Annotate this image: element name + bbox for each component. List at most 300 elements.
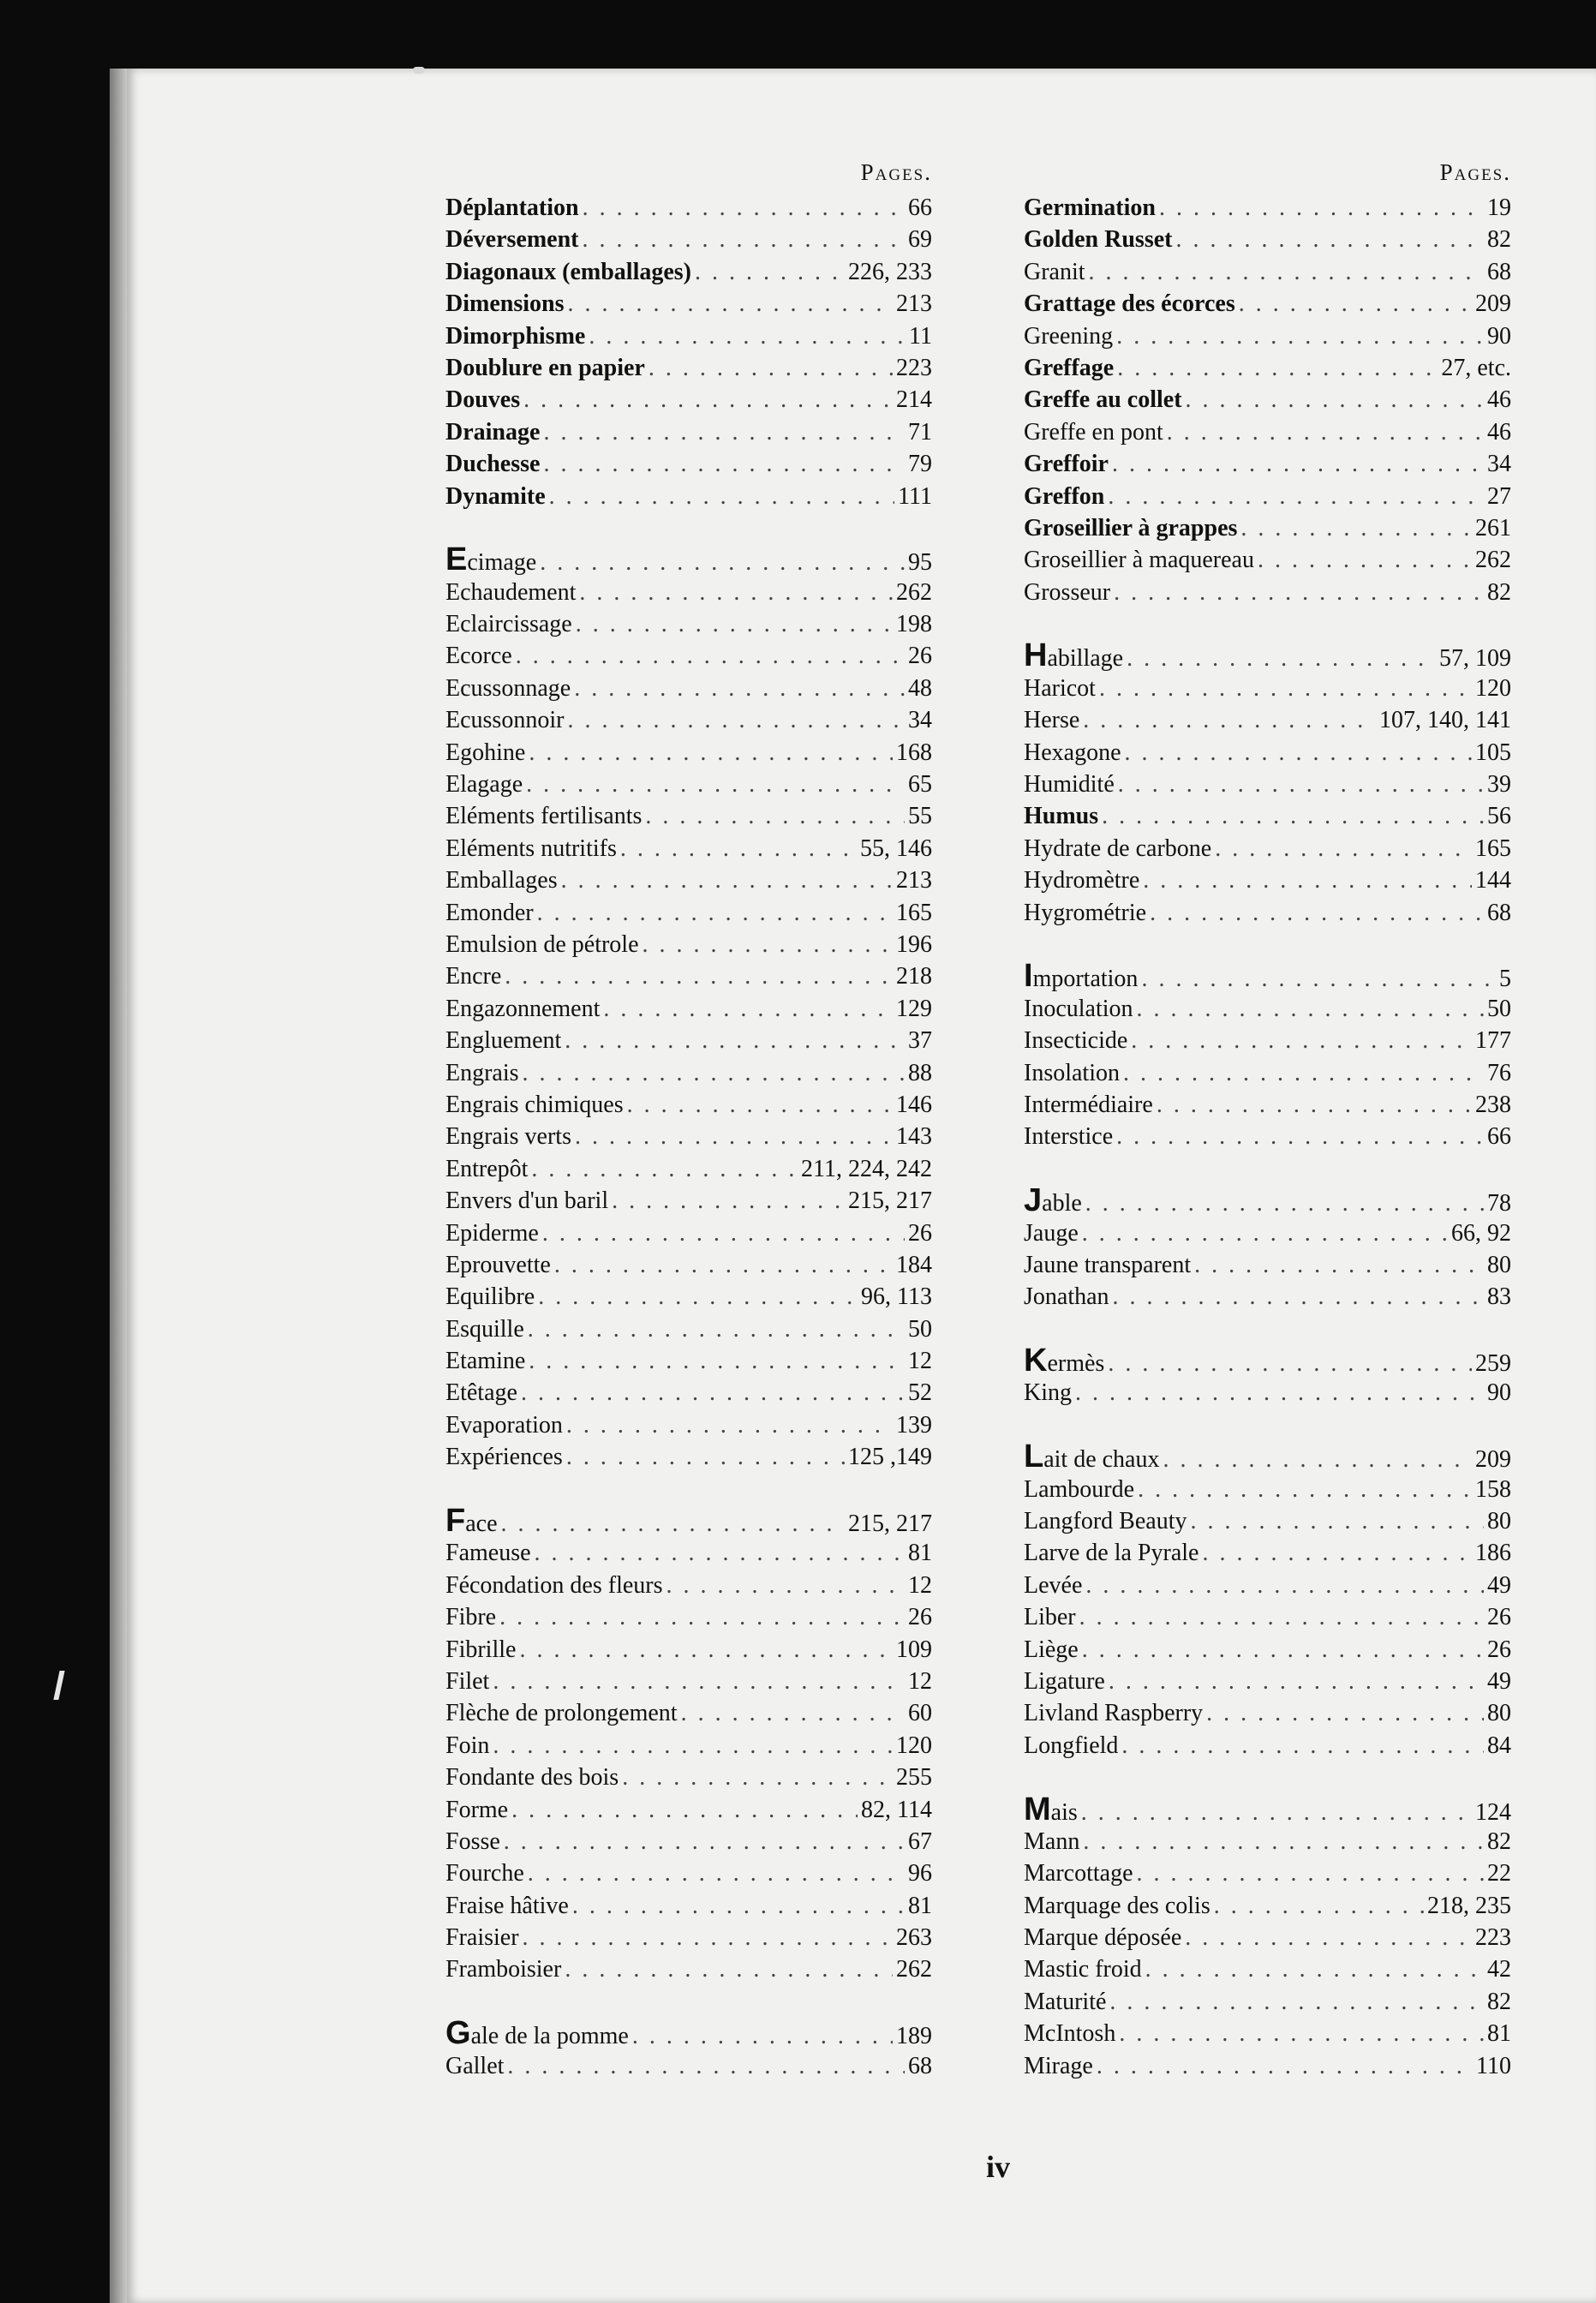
index-term: [1024, 224, 1172, 255]
index-page-refs: 165: [896, 899, 932, 926]
index-entry: [1024, 1601, 1511, 1633]
index-term: [445, 1089, 624, 1121]
index-page-refs: 95: [908, 549, 932, 577]
index-term-text: Encre: [445, 963, 502, 990]
index-term: [445, 1666, 489, 1697]
index-term: [445, 1441, 563, 1473]
index-term: [1024, 1057, 1120, 1089]
dot-leader: [582, 224, 905, 255]
index-page-refs: 71: [908, 418, 932, 446]
index-page-refs: 19: [1487, 194, 1511, 221]
index-entry: [1024, 1441, 1511, 1473]
dot-leader: [1121, 1730, 1484, 1762]
index-term: [445, 1121, 571, 1152]
index-term: [445, 1794, 508, 1826]
index-entry: [445, 1537, 932, 1569]
index-term-text: McIntosh: [1024, 2020, 1116, 2048]
index-entry: [1024, 224, 1511, 255]
index-term-text: Mann: [1024, 1827, 1080, 1855]
index-term-text: Diagonaux (emballages): [445, 258, 691, 285]
index-page-refs: 96: [908, 1860, 932, 1887]
dot-leader: [1143, 864, 1472, 896]
index-term-text: Intermédiaire: [1024, 1091, 1153, 1118]
index-term-text: Greffe en pont: [1024, 418, 1163, 446]
dot-leader: [643, 929, 893, 960]
dot-leader: [554, 1249, 893, 1281]
index-term: [1024, 352, 1114, 384]
dot-leader: [627, 1089, 893, 1121]
index-term: [1024, 1666, 1105, 1697]
section-gap: [1024, 929, 1511, 960]
index-term: [1024, 288, 1235, 320]
index-entry: [1024, 800, 1511, 832]
index-term-text: Herse: [1024, 707, 1080, 734]
dot-leader: [528, 1313, 905, 1345]
index-term: [445, 1697, 678, 1729]
index-page-refs: 168: [896, 739, 932, 766]
index-term: [445, 1281, 535, 1313]
index-term: [1024, 1634, 1079, 1666]
index-term: [445, 737, 525, 769]
index-section: [1024, 192, 1511, 608]
index-term-text: Grosseur: [1024, 578, 1111, 606]
index-entry: [1024, 1922, 1511, 1953]
dot-leader: [567, 704, 905, 736]
index-term-text: Entrepôt: [445, 1155, 529, 1182]
index-term-text: Elagage: [445, 771, 523, 799]
index-term-text: Etêtage: [445, 1379, 517, 1407]
section-initial-letter: F: [445, 1503, 466, 1540]
index-entry: [445, 448, 932, 480]
index-entry: [1024, 673, 1511, 704]
dot-leader: [1085, 1187, 1484, 1219]
index-term-text: ermès: [1047, 1350, 1105, 1378]
index-term: [445, 1217, 539, 1249]
dot-leader: [1089, 256, 1484, 288]
index-section: [445, 1505, 932, 1986]
index-page-refs: 255: [896, 1764, 932, 1792]
section-initial-letter: E: [445, 541, 468, 578]
index-entry: [445, 608, 932, 640]
index-page-refs: 143: [896, 1123, 932, 1151]
dot-leader: [666, 1570, 906, 1601]
index-term-text: Fraise hâtive: [445, 1892, 569, 1919]
index-page-refs: 263: [896, 1924, 932, 1952]
index-page-refs: 215, 217: [848, 1510, 932, 1538]
index-entry: [445, 541, 932, 578]
index-page-refs: 34: [908, 707, 932, 734]
index-page-refs: 5: [1499, 966, 1511, 993]
index-term-text: Déplantation: [445, 194, 579, 221]
index-page-refs: 67: [908, 1827, 932, 1855]
index-term: [445, 1570, 663, 1601]
index-term: [445, 1857, 524, 1889]
index-entry: [1024, 1537, 1511, 1569]
index-entry: [445, 960, 932, 992]
index-term: [1024, 1089, 1153, 1121]
index-entry: [445, 704, 932, 736]
index-page-refs: 26: [1487, 1636, 1511, 1663]
index-page-refs: 209: [1475, 290, 1511, 318]
index-entry: [1024, 577, 1511, 608]
dot-leader: [561, 864, 893, 896]
dot-leader: [1215, 833, 1472, 864]
index-entry: [445, 737, 932, 769]
index-page-refs: 11: [909, 322, 932, 350]
index-page-refs: 262: [1475, 547, 1511, 574]
dot-leader: [523, 384, 893, 416]
index-entry: [445, 256, 932, 288]
index-entry: [1024, 512, 1511, 544]
index-page-refs: 107, 140, 141: [1379, 707, 1511, 734]
index-page-refs: 218: [896, 963, 932, 990]
index-entry: [445, 1345, 932, 1377]
index-term-text: Greffoir: [1024, 451, 1109, 478]
index-column-right: [1024, 153, 1511, 2082]
index-page-refs: 12: [908, 1348, 932, 1375]
index-term-text: Liège: [1024, 1636, 1079, 1663]
index-term: [1024, 1182, 1082, 1219]
index-page-refs: 144: [1475, 867, 1511, 894]
index-section: [1024, 637, 1511, 929]
dot-leader: [1150, 897, 1484, 929]
index-page-refs: 226, 233: [848, 258, 932, 285]
index-page-refs: 88: [908, 1059, 932, 1086]
dot-leader: [603, 993, 893, 1025]
index-page-refs: 68: [1487, 899, 1511, 926]
index-term: [445, 577, 576, 608]
index-term-text: Lambourde: [1024, 1475, 1135, 1503]
index-term-text: Maturité: [1024, 1988, 1107, 2015]
index-page-refs: 34: [1487, 451, 1511, 478]
dot-leader: [1175, 224, 1484, 255]
index-entry: [1024, 1281, 1511, 1313]
index-entry: [1024, 1890, 1511, 1922]
section-initial-letter: H: [1024, 637, 1048, 674]
index-term: [445, 1601, 496, 1633]
index-term-text: Groseillier à grappes: [1024, 514, 1238, 541]
index-page-refs: 111: [898, 482, 932, 510]
index-page-refs: 60: [908, 1700, 932, 1727]
dot-leader: [1109, 1666, 1484, 1697]
index-entry: [445, 416, 932, 448]
dot-leader: [1099, 673, 1472, 704]
index-term: [445, 416, 540, 448]
dot-leader: [1117, 352, 1438, 384]
index-page-refs: 146: [896, 1091, 932, 1118]
index-entry: [445, 384, 932, 416]
dot-leader: [1131, 1025, 1472, 1056]
dot-leader: [1127, 643, 1436, 674]
dot-leader: [1083, 1826, 1484, 1857]
index-page-refs: 198: [896, 611, 932, 638]
dot-leader: [499, 1601, 905, 1633]
index-term: [1024, 1281, 1109, 1313]
index-page-refs: 78: [1487, 1190, 1511, 1217]
section-initial-letter: L: [1024, 1439, 1044, 1475]
index-section: [1024, 1345, 1511, 1409]
dot-leader: [565, 1025, 905, 1056]
index-entry: [1024, 192, 1511, 224]
section-gap: [1024, 1153, 1511, 1185]
index-term: [445, 1153, 528, 1185]
index-page-refs: 80: [1487, 1251, 1511, 1278]
dot-leader: [632, 2020, 893, 2052]
dot-leader: [516, 640, 905, 672]
index-page-refs: 52: [908, 1379, 932, 1407]
index-entry: [445, 1826, 932, 1857]
dot-leader: [695, 256, 845, 288]
index-entry: [1024, 704, 1511, 736]
index-entry: [445, 192, 932, 224]
index-term-text: Equilibre: [445, 1283, 535, 1311]
index-term: [1024, 833, 1211, 864]
index-term-text: Grattage des écorces: [1024, 290, 1235, 318]
dot-leader: [1194, 1249, 1484, 1281]
page-number: iv: [985, 2150, 1010, 2184]
index-term: [445, 2050, 504, 2082]
index-term: [1024, 673, 1096, 704]
index-entry: [445, 577, 932, 608]
index-term: [445, 481, 546, 512]
dot-leader: [1258, 544, 1472, 576]
dot-leader: [1116, 1121, 1484, 1152]
index-page-refs: 196: [896, 930, 932, 958]
index-entry: [445, 897, 932, 929]
dot-leader: [645, 800, 905, 832]
index-term-text: Ligature: [1024, 1667, 1105, 1695]
index-term-text: Filet: [445, 1667, 490, 1695]
index-term-text: Jauge: [1024, 1219, 1079, 1247]
index-term: [445, 1762, 619, 1793]
index-term-text: Jonathan: [1024, 1283, 1109, 1311]
index-term: [1024, 384, 1182, 416]
index-term-text: Framboisier: [445, 1956, 562, 1983]
index-term-text: Longfield: [1024, 1732, 1119, 1759]
index-term-text: mportation: [1032, 966, 1139, 993]
index-term: [445, 1505, 498, 1540]
index-term: [1024, 320, 1113, 352]
section-gap: [1024, 608, 1511, 640]
index-entry: [445, 1890, 932, 1922]
index-sections: [445, 192, 932, 2082]
dot-leader: [1163, 1444, 1473, 1475]
index-term: [1024, 481, 1104, 512]
index-page-refs: 84: [1487, 1732, 1511, 1759]
index-page-refs: 215, 217: [848, 1187, 932, 1215]
section-gap: [445, 512, 932, 544]
index-term-text: Greffe au collet: [1024, 386, 1182, 414]
index-entry: [1024, 769, 1511, 800]
index-page-refs: 26: [1487, 1604, 1511, 1631]
index-term-text: ait de chaux: [1043, 1446, 1160, 1474]
dot-leader: [535, 1537, 905, 1569]
index-term: [1024, 960, 1138, 995]
index-column-left: [445, 153, 932, 2082]
index-term-text: ace: [465, 1510, 498, 1538]
index-term-text: Esquille: [445, 1315, 524, 1343]
index-term: [1024, 2018, 1115, 2049]
index-term: [1024, 1953, 1142, 1985]
index-term-text: Flèche de prolongement: [445, 1700, 678, 1727]
index-term-text: Douves: [445, 386, 521, 414]
index-page-refs: 82: [1487, 226, 1511, 254]
index-term-text: Insolation: [1024, 1059, 1120, 1086]
index-term-text: Mastic froid: [1024, 1956, 1142, 1983]
index-page-refs: 186: [1475, 1540, 1511, 1567]
index-page-refs: 68: [1487, 258, 1511, 285]
index-term: [445, 1409, 563, 1441]
dot-leader: [526, 769, 905, 800]
index-term-text: ale de la pomme: [470, 2023, 629, 2050]
index-page-refs: 81: [908, 1540, 932, 1567]
index-page-refs: 26: [908, 1604, 932, 1631]
index-term-text: abillage: [1047, 645, 1124, 673]
section-gap: [445, 1474, 932, 1505]
dot-leader: [1125, 737, 1472, 769]
index-term: [1024, 1922, 1181, 1953]
section-initial-letter: J: [1024, 1182, 1043, 1219]
index-term: [1024, 637, 1124, 674]
index-term: [1024, 1570, 1082, 1601]
index-entry: [445, 1634, 932, 1666]
dot-leader: [1239, 288, 1472, 320]
index-entry: [445, 1153, 932, 1185]
index-term: [445, 1634, 516, 1666]
index-page-refs: 12: [908, 1571, 932, 1599]
index-page-refs: 79: [908, 451, 932, 478]
dot-leader: [507, 2050, 905, 2082]
index-term: [445, 640, 512, 672]
index-entry: [1024, 1025, 1511, 1056]
index-sections: [1024, 192, 1511, 2082]
index-page-refs: 80: [1487, 1508, 1511, 1535]
column-header-pages: Pages.: [860, 159, 932, 185]
index-entry: [445, 640, 932, 672]
index-page-refs: 211, 224, 242: [801, 1155, 932, 1182]
index-page-refs: 139: [896, 1411, 932, 1439]
index-term: [1024, 577, 1110, 608]
index-page-refs: 259: [1475, 1350, 1511, 1378]
index-term: [445, 384, 520, 416]
index-entry: [1024, 544, 1511, 576]
section-initial-letter: K: [1024, 1343, 1048, 1379]
index-entry: [445, 1249, 932, 1281]
index-page-refs: 214: [896, 386, 932, 414]
index-term-text: Déversement: [445, 226, 579, 254]
index-page-refs: 82, 114: [861, 1796, 932, 1823]
index-term-text: Larve de la Pyrale: [1024, 1540, 1199, 1567]
dot-leader: [493, 1730, 893, 1762]
index-term-text: Greening: [1024, 322, 1114, 350]
index-term-text: Levée: [1024, 1571, 1083, 1599]
index-term: [445, 800, 642, 832]
index-section: [1024, 1182, 1511, 1313]
index-page-refs: 213: [896, 290, 932, 318]
index-entry: [445, 864, 932, 896]
index-page-refs: 42: [1487, 1956, 1511, 1983]
index-entry: [1024, 384, 1511, 416]
margin-mark: [53, 1671, 64, 1700]
index-term-text: Greffon: [1024, 482, 1105, 510]
index-page-refs: 120: [896, 1732, 932, 1759]
index-page-refs: 177: [1475, 1027, 1511, 1055]
index-entry: [1024, 2050, 1511, 2082]
index-term: [1024, 2050, 1093, 2082]
index-entry: [1024, 1986, 1511, 2018]
dot-leader: [649, 352, 893, 384]
index-entry: [1024, 958, 1511, 995]
index-page-refs: 82: [1487, 1827, 1511, 1855]
index-term: [1024, 1857, 1133, 1889]
dot-leader: [1206, 1697, 1484, 1729]
index-entry: [445, 288, 932, 320]
index-term: [1024, 1217, 1079, 1249]
index-term-text: Emulsion de pétrole: [445, 930, 639, 958]
index-term-text: Emballages: [445, 867, 558, 894]
index-entry: [1024, 256, 1511, 288]
index-term: [1024, 1986, 1106, 2018]
index-term: [445, 352, 645, 384]
section-initial-letter: M: [1024, 1791, 1051, 1827]
dot-leader: [1214, 1890, 1424, 1922]
index-term: [445, 833, 617, 864]
dot-leader: [1108, 1348, 1472, 1379]
index-page-refs: 120: [1475, 674, 1511, 702]
index-entry: [1024, 1182, 1511, 1219]
index-term: [1024, 544, 1254, 576]
index-term-text: Expériences: [445, 1444, 563, 1471]
index-term-text: Evaporation: [445, 1411, 563, 1439]
index-term-text: Humus: [1024, 803, 1099, 830]
index-page-refs: 37: [908, 1027, 932, 1055]
index-entry: [445, 224, 932, 255]
index-entry: [1024, 1057, 1511, 1089]
index-entry: [1024, 2018, 1511, 2049]
index-entry: [445, 1666, 932, 1697]
dot-leader: [1108, 481, 1484, 512]
index-term: [445, 608, 572, 640]
index-entry: [445, 1313, 932, 1345]
dot-leader: [1082, 1217, 1448, 1249]
index-page-refs: 213: [896, 867, 932, 894]
index-term-text: Egohine: [445, 739, 526, 766]
dot-leader: [572, 1890, 905, 1922]
index-term: [1024, 1601, 1076, 1633]
index-term: [445, 1057, 519, 1089]
index-page-refs: 46: [1487, 418, 1511, 446]
index-entry: [445, 1217, 932, 1249]
dot-leader: [1083, 704, 1376, 736]
index-page-refs: 66: [1487, 1123, 1511, 1151]
index-page-refs: 96, 113: [861, 1283, 932, 1311]
index-term-text: King: [1024, 1379, 1072, 1407]
index-entry: [1024, 637, 1511, 674]
index-term-text: Fécondation des fleurs: [445, 1571, 663, 1599]
index-page-refs: 22: [1487, 1860, 1511, 1887]
dot-leader: [519, 1634, 893, 1666]
index-entry: [1024, 1474, 1511, 1505]
index-entry: [445, 1057, 932, 1089]
index-term-text: Haricot: [1024, 674, 1096, 702]
index-term-text: Fibre: [445, 1604, 497, 1631]
index-page-refs: 261: [1475, 514, 1511, 541]
index-page-refs: 26: [908, 643, 932, 670]
index-term: [445, 929, 639, 960]
index-term-text: Engluement: [445, 1027, 562, 1055]
index-page-refs: 223: [1475, 1924, 1511, 1952]
index-term-text: Eléments fertilisants: [445, 803, 643, 830]
